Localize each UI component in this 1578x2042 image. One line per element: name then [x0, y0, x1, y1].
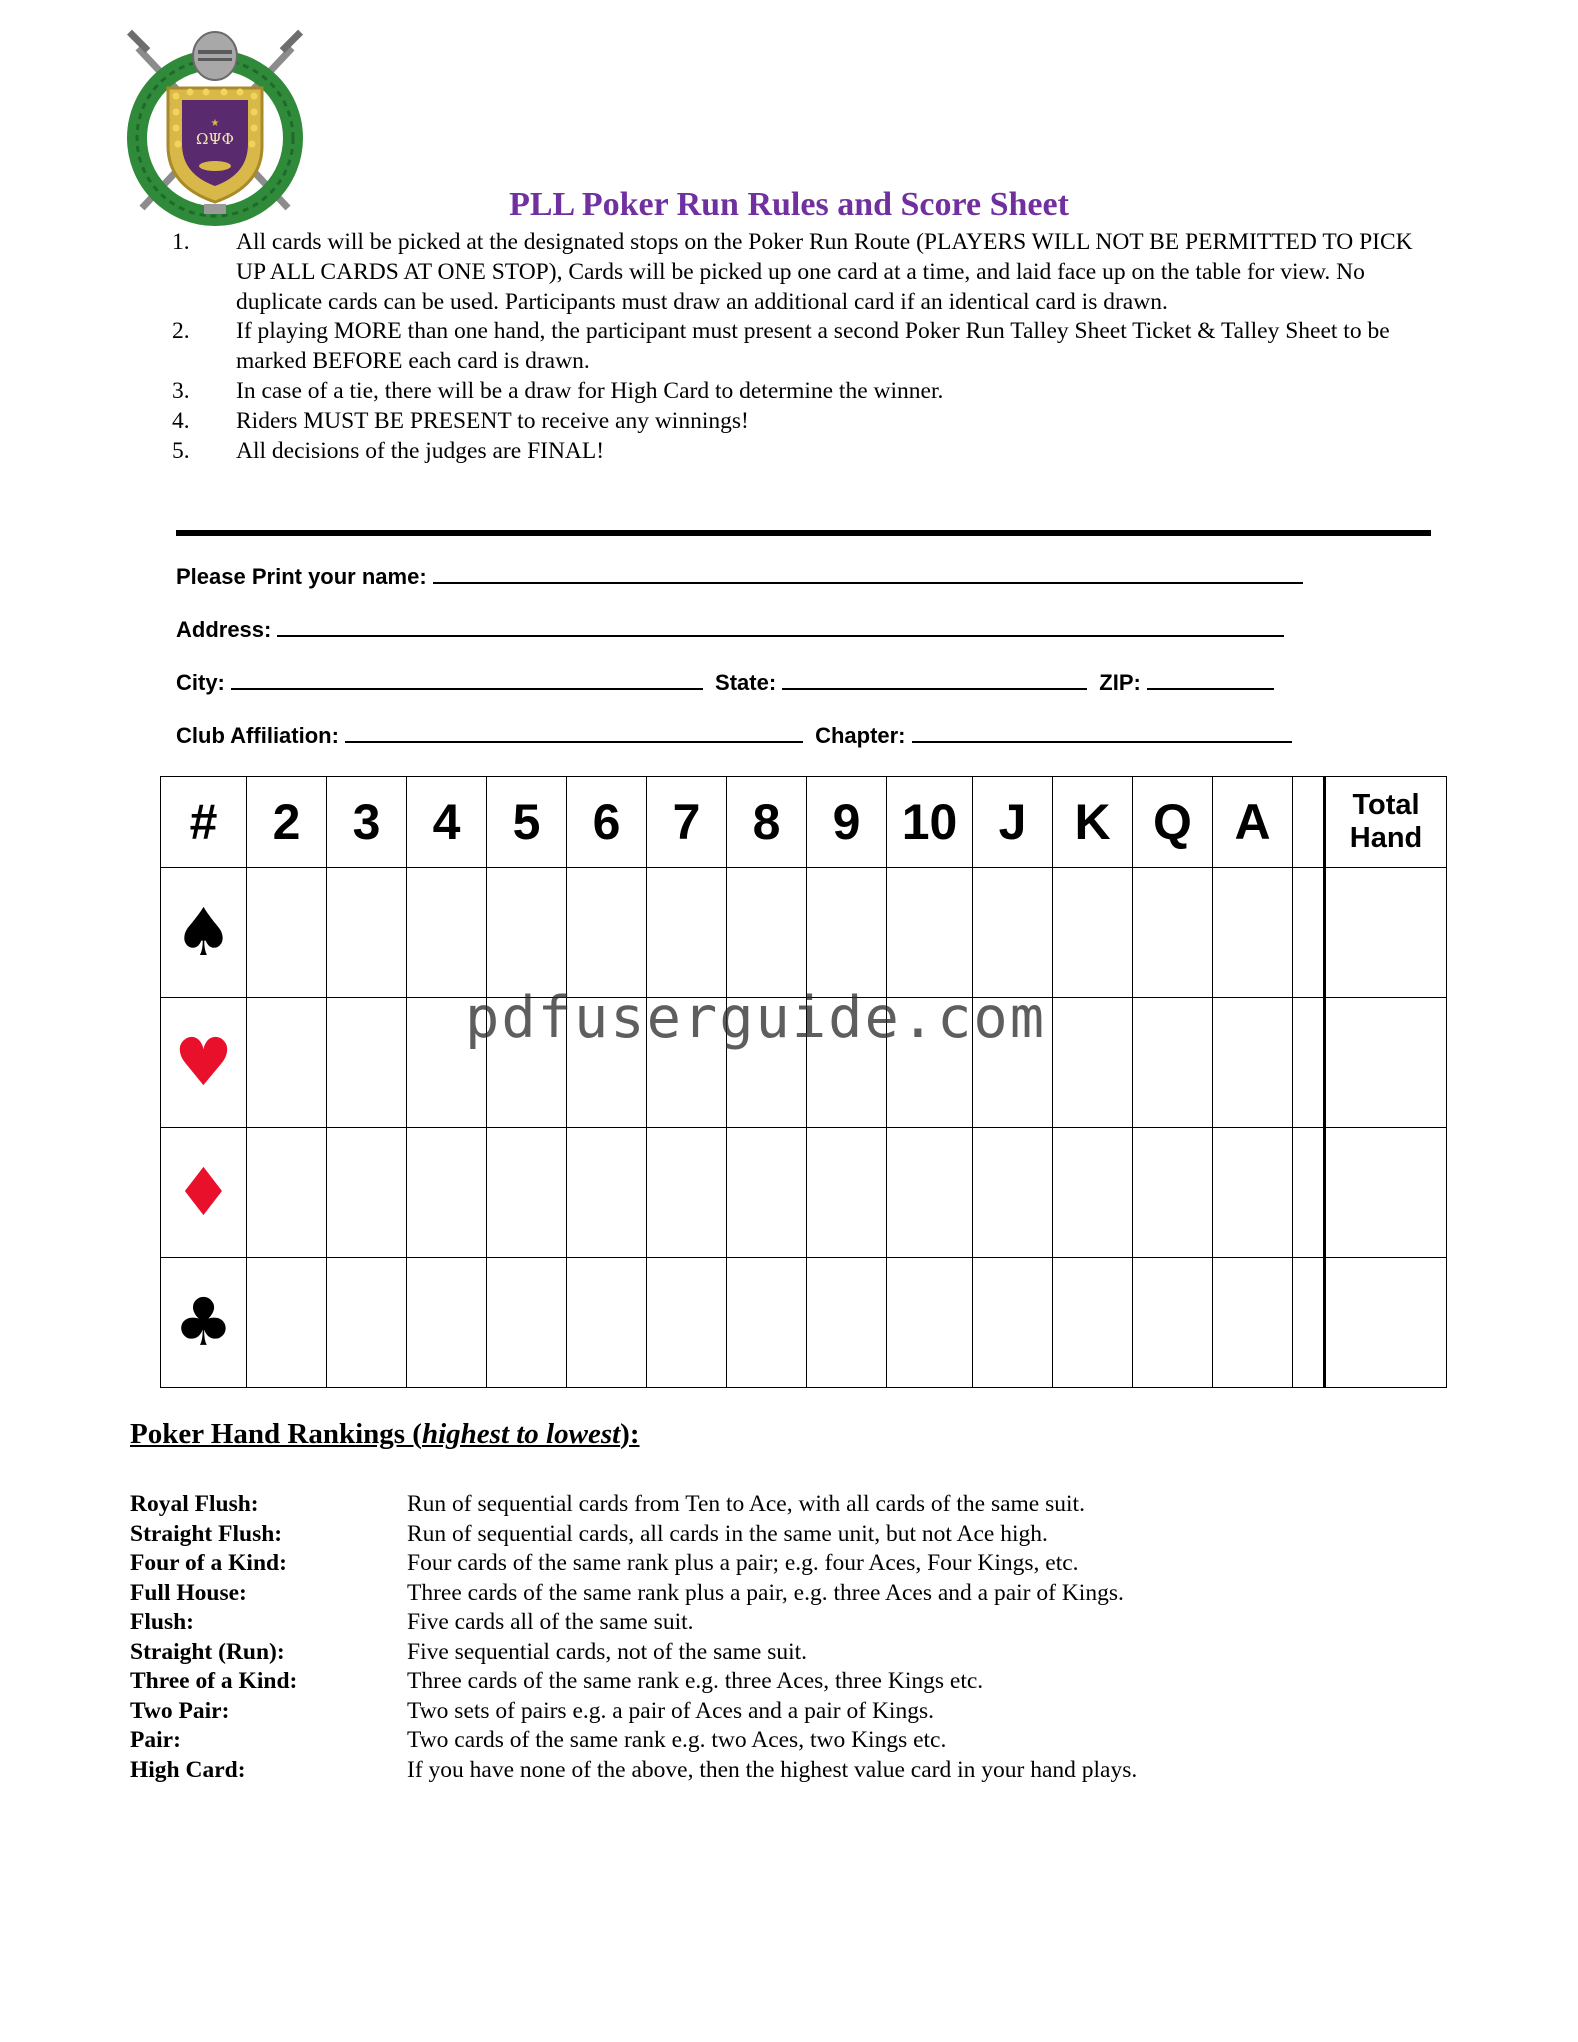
rank-header: K [1053, 777, 1133, 868]
state-field[interactable] [782, 666, 1087, 690]
card-cell[interactable] [1133, 1128, 1213, 1258]
card-cell[interactable] [807, 998, 887, 1128]
spacer-cell [1293, 1128, 1325, 1258]
ranking-description: Four cards of the same rank plus a pair; e.g. four Aces, Four Kings, etc. [407, 1550, 1079, 1576]
card-cell[interactable] [247, 868, 327, 998]
rankings-heading-main: Poker Hand Rankings ( [130, 1418, 422, 1450]
card-cell[interactable] [247, 1128, 327, 1258]
rank-header: 4 [407, 777, 487, 868]
card-cell[interactable] [727, 868, 807, 998]
crest-letters: ΩΨΦ [196, 130, 234, 148]
card-cell[interactable] [1213, 1128, 1293, 1258]
card-cell[interactable] [973, 1258, 1053, 1388]
rank-header: 7 [647, 777, 727, 868]
card-cell[interactable] [1133, 998, 1213, 1128]
rule-item [172, 407, 1422, 437]
total-hand-header [1325, 777, 1447, 868]
card-cell[interactable] [1213, 998, 1293, 1128]
card-cell[interactable] [647, 1258, 727, 1388]
city-field[interactable] [231, 666, 703, 690]
card-cell[interactable] [647, 998, 727, 1128]
rule-number: 1. [172, 229, 190, 255]
rank-header: A [1213, 777, 1293, 868]
ranking-description: If you have none of the above, then the highest value card in your hand plays. [407, 1756, 1138, 1783]
rank-header: Q [1133, 777, 1213, 868]
suit-cell [161, 1258, 247, 1388]
card-cell[interactable] [407, 998, 487, 1128]
card-cell[interactable] [1053, 998, 1133, 1128]
spacer-header [1293, 777, 1325, 868]
zip-label: ZIP: [1099, 670, 1141, 695]
card-cell[interactable] [727, 1258, 807, 1388]
spacer-cell [1293, 998, 1325, 1128]
club-affiliation-field[interactable] [345, 719, 803, 743]
spade-icon: ♠ [173, 893, 234, 971]
total-hand-cell[interactable] [1325, 1128, 1447, 1258]
card-cell[interactable] [247, 1258, 327, 1388]
rules-list [172, 228, 1422, 466]
card-cell[interactable] [1053, 1258, 1133, 1388]
rank-header: J [973, 777, 1053, 868]
card-cell[interactable] [647, 868, 727, 998]
ranking-name: Three of a Kind: [130, 1668, 298, 1694]
total-hand-cell[interactable] [1325, 868, 1447, 998]
rule-text: All decisions of the judges are FINAL! [236, 437, 605, 464]
corner-header: # [161, 777, 247, 868]
ranking-item [130, 1490, 1307, 1520]
suit-cell [161, 998, 247, 1128]
ranking-item [130, 1608, 1307, 1638]
suit-row-diamonds [161, 1128, 1447, 1258]
svg-text:★: ★ [210, 118, 220, 129]
ranking-name: Pair: [130, 1727, 181, 1753]
card-cell[interactable] [407, 1128, 487, 1258]
total-hand-cell[interactable] [1325, 998, 1447, 1128]
total-header-line1: Total [1352, 789, 1420, 821]
rule-number: 3. [172, 377, 190, 404]
ranking-description: Three cards of the same rank e.g. three Aces, three Kings etc. [407, 1668, 984, 1694]
card-cell[interactable] [487, 1128, 567, 1258]
card-cell[interactable] [887, 1258, 973, 1388]
ranking-item [130, 1579, 1307, 1609]
suit-row-spades [161, 868, 1447, 998]
ranking-name: Full House: [130, 1579, 247, 1606]
table-header-row [161, 777, 1447, 868]
card-cell[interactable] [807, 1128, 887, 1258]
club-chapter-row [176, 719, 1292, 749]
ranking-description: Run of sequential cards, all cards in the same unit, but not Ace high. [407, 1520, 1048, 1547]
card-cell[interactable] [887, 868, 973, 998]
chapter-field[interactable] [912, 719, 1292, 743]
card-cell[interactable] [1133, 868, 1213, 998]
rule-text: In case of a tie, there will be a draw for High Card to determine the winner. [236, 377, 944, 404]
card-cell[interactable] [973, 1128, 1053, 1258]
ranking-description: Three cards of the same rank plus a pair, e.g. three Aces and a pair of Kings. [407, 1579, 1124, 1606]
card-cell[interactable] [247, 998, 327, 1128]
diamond-icon: ♦ [173, 1153, 234, 1231]
ranking-description: Five cards all of the same suit. [407, 1609, 694, 1635]
address-field-row [176, 613, 1284, 643]
card-cell[interactable] [727, 998, 807, 1128]
card-cell[interactable] [327, 868, 407, 998]
card-cell[interactable] [567, 1258, 647, 1388]
ranking-name: Four of a Kind: [130, 1550, 287, 1576]
card-cell[interactable] [647, 1128, 727, 1258]
page-title: PLL Poker Run Rules and Score Sheet [509, 186, 1069, 223]
club-affiliation-label: Club Affiliation: [176, 723, 339, 748]
city-label: City: [176, 670, 225, 695]
ranking-item [130, 1638, 1307, 1668]
suit-row-hearts [161, 998, 1447, 1128]
card-cell[interactable] [487, 868, 567, 998]
card-cell[interactable] [567, 1128, 647, 1258]
rule-number: 2. [172, 318, 190, 345]
ranking-item [130, 1520, 1307, 1550]
card-cell[interactable] [887, 1128, 973, 1258]
card-cell[interactable] [973, 868, 1053, 998]
card-cell[interactable] [327, 1128, 407, 1258]
card-cell[interactable] [887, 998, 973, 1128]
card-cell[interactable] [327, 998, 407, 1128]
rule-number: 5. [172, 437, 190, 464]
state-label: State: [715, 670, 777, 695]
name-field-row [176, 560, 1303, 590]
score-table [160, 776, 1447, 1388]
card-cell[interactable] [727, 1128, 807, 1258]
suit-cell [161, 1128, 247, 1258]
card-cell[interactable] [807, 868, 887, 998]
rank-header: 10 [887, 777, 973, 868]
ranking-item [130, 1726, 1307, 1756]
suit-row-clubs [161, 1258, 1447, 1388]
suit-cell [161, 868, 247, 998]
card-cell[interactable] [567, 868, 647, 998]
rankings-list [130, 1490, 1307, 1785]
card-cell[interactable] [973, 998, 1053, 1128]
club-icon: ♣ [173, 1283, 234, 1361]
card-cell[interactable] [567, 998, 647, 1128]
ranking-name: Royal Flush: [130, 1491, 259, 1517]
rank-header: 3 [327, 777, 407, 868]
rankings-heading-italic: highest to lowest [421, 1418, 621, 1450]
card-cell[interactable] [487, 1258, 567, 1388]
ranking-name: Two Pair: [130, 1697, 230, 1724]
rule-item [172, 228, 1422, 317]
card-cell[interactable] [1213, 868, 1293, 998]
name-label: Please Print your name: [176, 564, 427, 589]
spacer-cell [1293, 1258, 1325, 1388]
address-label: Address: [176, 617, 272, 642]
ranking-description: Five sequential cards, not of the same suit. [407, 1638, 808, 1665]
rank-header: 6 [567, 777, 647, 868]
watermark-text: pdfuserguide.com [465, 985, 1047, 1051]
total-hand-cell[interactable] [1325, 1258, 1447, 1388]
total-header-line2: Hand [1349, 822, 1423, 854]
chapter-label: Chapter: [815, 723, 906, 748]
rule-item [172, 317, 1422, 377]
rule-number: 4. [172, 407, 190, 434]
rule-text: If playing MORE than one hand, the participant must present a second Poker Run Talley Sheet Ticket & Talley Sheet to be marked BEFORE each card is drawn. [236, 318, 1390, 375]
card-cell[interactable] [487, 998, 567, 1128]
rank-header: 8 [727, 777, 807, 868]
ranking-item [130, 1756, 1307, 1786]
section-divider [176, 530, 1431, 536]
zip-field[interactable] [1147, 666, 1274, 690]
address-field[interactable] [277, 613, 1284, 637]
card-cell[interactable] [1133, 1258, 1213, 1388]
heart-icon: ♥ [173, 1023, 234, 1101]
card-cell[interactable] [327, 1258, 407, 1388]
rule-item [172, 437, 1422, 467]
ranking-name: Flush: [130, 1609, 194, 1635]
ranking-description: Two sets of pairs e.g. a pair of Aces and a pair of Kings. [407, 1697, 934, 1724]
spacer-cell [1293, 868, 1325, 998]
rule-text: Riders MUST BE PRESENT to receive any winnings! [236, 407, 749, 434]
card-cell[interactable] [407, 1258, 487, 1388]
ranking-description: Two cards of the same rank e.g. two Aces, two Kings etc. [407, 1727, 947, 1753]
name-field[interactable] [433, 560, 1303, 584]
ranking-item [130, 1697, 1307, 1727]
ranking-item [130, 1667, 1307, 1697]
card-cell[interactable] [1053, 1128, 1133, 1258]
ranking-item [130, 1549, 1307, 1579]
rule-text: All cards will be picked at the designated stops on the Poker Run Route (PLAYERS WILL NOT BE PERMITTED TO PICK UP ALL CARDS AT ONE STOP), Cards will be picked up one card at a time, and laid face up on the table for view. No duplicate cards can be used. Participants must draw an additional card if an identical card is drawn. [236, 229, 1413, 315]
card-cell[interactable] [1213, 1258, 1293, 1388]
ranking-name: Straight Flush: [130, 1520, 283, 1547]
ranking-description: Run of sequential cards from Ten to Ace, with all cards of the same suit. [407, 1491, 1085, 1517]
city-state-zip-row [176, 666, 1274, 696]
card-cell[interactable] [407, 868, 487, 998]
card-cell[interactable] [1053, 868, 1133, 998]
ranking-name: Straight (Run): [130, 1638, 285, 1665]
rank-header: 5 [487, 777, 567, 868]
ranking-name: High Card: [130, 1756, 246, 1783]
card-cell[interactable] [807, 1258, 887, 1388]
rankings-heading-end: ): [620, 1418, 640, 1450]
rank-header: 2 [247, 777, 327, 868]
rankings-heading [130, 1418, 640, 1451]
rule-item [172, 377, 1422, 407]
rank-header: 9 [807, 777, 887, 868]
